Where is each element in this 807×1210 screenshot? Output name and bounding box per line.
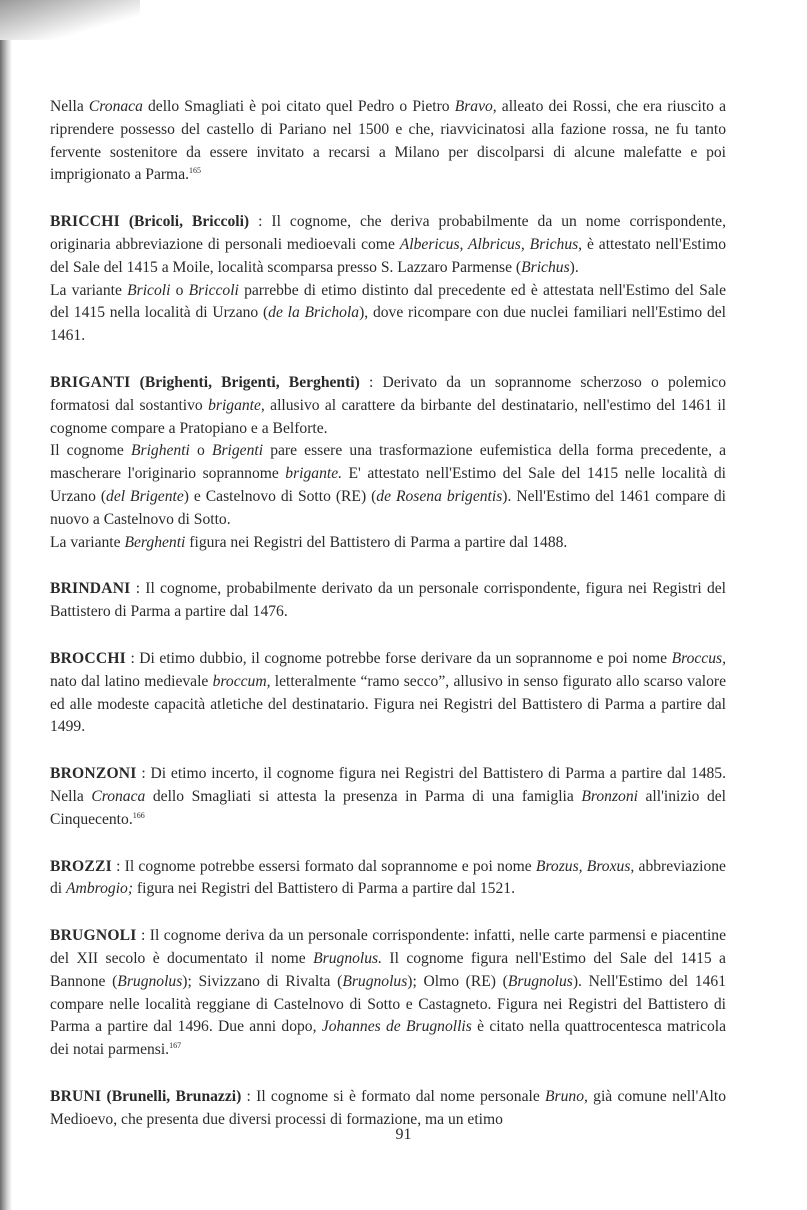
- entry-bricchi: [50, 211, 726, 348]
- bronzoni-paragraph: BRONZONI : Di etimo incerto, il cognome figura nei Registri del Battistero di Parma a partire dal 1485. Nella Cronaca dello Smagliati si attesta la presenza in Parma di una famiglia Bronzoni all'inizio del Cinquecento.$^{166}$: [50, 765, 726, 828]
- scan-shadow-left: [0, 0, 12, 1210]
- brocchi-paragraph: BROCCHI : Di etimo dubbio, il cognome potrebbe forse derivare da un soprannome e poi nome Broccus, nato dal latino medievale broccum, letteralmente “ramo secco”, allusivo in senso figurato allo scarso valore ed alle modeste capacità atletiche del destinatario. Figura nei Registri del Battistero di Parma a partire dal 1499.: [50, 649, 726, 736]
- bricchi-paragraph-2: La variante Bricoli o Briccoli parrebbe di etimo distinto dal precedente ed è attestata nell'Estimo del Sale del 1415 nella località di Urzano (de la Brichola), dove ricompare con due nuclei familiari nell'Estimo del 1461.: [50, 281, 726, 345]
- entry-headword: BRUNI: [50, 1087, 102, 1105]
- brugnoli-paragraph: BRUGNOLI : Il cognome deriva da un personale corrispondente: infatti, nelle carte parmensi e piacentine del XII secolo è documentato il nome Brugnolus. Il cognome figura nell'Estimo del Sale del 1415 a Bannone (Brugnolus); Sivizzano di Rivalta (Brugnolus); Olmo (RE) (Brugnolus). Nell'Estimo del 1461 compare nelle località reggiane di Castelnovo di Sotto e Castagneto. Figura nei Registri del Battistero di Parma a partire dal 1496. Due anni dopo, Johannes de Brugnollis è citato nella quattrocentesca matricola dei notai parmensi.$^{167}$: [50, 927, 726, 1059]
- footnote-ref: 167: [169, 1041, 182, 1051]
- page-body: [50, 96, 726, 1155]
- entry-headword: BROZZI: [50, 857, 112, 875]
- entry-headword: BRONZONI: [50, 765, 137, 783]
- page-number: 91: [395, 1126, 412, 1143]
- entry-headword: BRICCHI: [50, 213, 120, 231]
- entry-variants: (Brunelli, Brunazzi): [101, 1087, 242, 1105]
- entry-brozzi: [50, 856, 726, 902]
- entry-headword: BRUGNOLI: [50, 927, 137, 945]
- entry-brocchi: [50, 648, 726, 739]
- brindani-paragraph: BRINDANI : Il cognome, probabilmente derivato da un personale corrispondente, figura nei Registri del Battistero di Parma a partire dal 1476.: [50, 580, 726, 621]
- entry-bruni: [50, 1086, 726, 1132]
- entry-variants: (Brighenti, Brigenti, Berghenti): [130, 373, 360, 391]
- brozzi-paragraph: BROZZI : Il cognome potrebbe essersi formato dal soprannome e poi nome Brozus, Broxus, abbreviazione di Ambrogio; figura nei Registri del Battistero di Parma a partire dal 1521.: [50, 857, 726, 898]
- entry-headword: BRINDANI: [50, 580, 131, 598]
- briganti-paragraph-3: La variante Berghenti figura nei Registri del Battistero di Parma a partire dal 1488.: [50, 533, 568, 551]
- bricchi-paragraph-1: BRICCHI (Bricoli, Briccoli) : Il cognome, che deriva probabilmente da un nome corrispondente, originaria abbreviazione di personali medioevali come Albericus, Albricus, Brichus, è attestato nell'Estimo del Sale del 1415 a Moile, località scomparsa presso S. Lazzaro Parmense (Brichus).: [50, 213, 727, 276]
- entry-briganti: [50, 372, 726, 554]
- entry-brindani: [50, 578, 726, 624]
- briganti-paragraph-2: Il cognome Brighenti o Brigenti pare essere una trasformazione eufemistica della forma precedente, a mascherare l'originario soprannome brigante. E' attestato nell'Estimo del Sale del 1415 nelle località di Urzano (del Brigente) e Castelnovo di Sotto (RE) (de Rosena brigentis). Nell'Estimo del 1461 compare di nuovo a Castelnovo di Sotto.: [50, 442, 727, 528]
- entry-bronzoni: [50, 763, 726, 831]
- entry-headword: BROCCHI: [50, 649, 126, 667]
- intro-paragraph: Nella Cronaca dello Smagliati è poi citato quel Pedro o Pietro Bravo, alleato dei Rossi, che era riuscito a riprendere possesso del castello di Pariano nel 1500 e che, riavvicinatosi alla fazione rossa, ne fu tanto fervente sostenitore da essere invitato a recarsi a Milano per discolparsi di alcune malefatte e poi imprigionato a Parma.$^{165}$: [50, 98, 726, 184]
- bruni-paragraph: BRUNI (Brunelli, Brunazzi) : Il cognome si è formato dal nome personale Bruno, già comune nell'Alto Medioevo, che presenta due diversi processi di formazione, ma un etimo: [50, 1087, 726, 1128]
- footnote-ref: 165: [189, 166, 202, 176]
- entry-headword: BRIGANTI: [50, 373, 131, 391]
- briganti-paragraph-1: BRIGANTI (Brighenti, Brigenti, Berghenti) : Derivato da un soprannome scherzoso o polemico formatosi dal sostantivo brigante, allusivo al carattere da birbante del destinatario, nell'estimo del 1461 il cognome compare a Pratopiano e a Belforte.: [50, 373, 726, 437]
- entry-variants: (Bricoli, Briccoli): [119, 213, 250, 231]
- scan-shadow-top: [0, 0, 140, 40]
- footnote-ref: 166: [132, 810, 145, 820]
- entry-intro: [50, 96, 726, 187]
- entry-brugnoli: [50, 925, 726, 1062]
